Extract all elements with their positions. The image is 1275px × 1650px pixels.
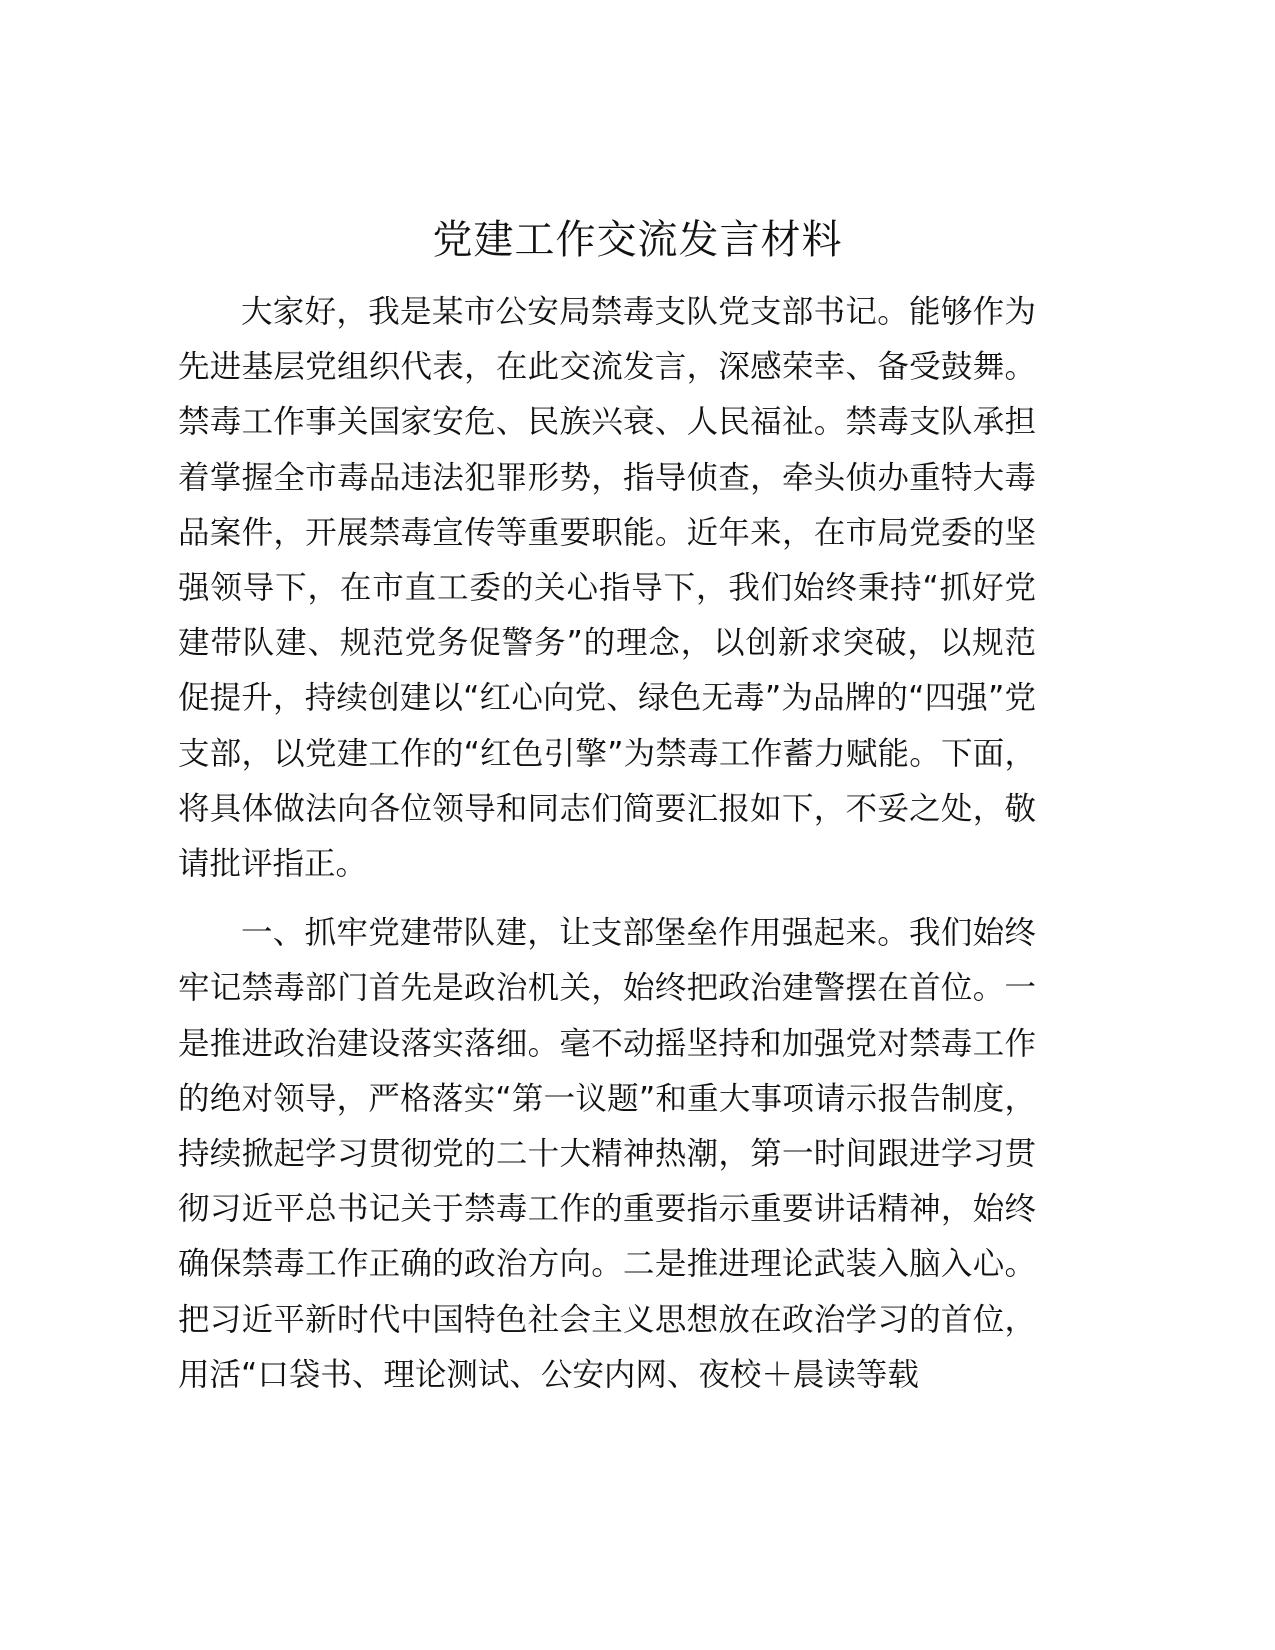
- paragraph-intro: 大家好，我是某市公安局禁毒支队党支部书记。能够作为先进基层党组织代表，在此交流发言，深感荣幸、备受鼓舞。禁毒工作事关国家安危、民族兴衰、人民福祉。禁毒支队承担着掌握全市毒品违法犯罪形势，指导侦查，牵头侦办重特大毒品案件，开展禁毒宣传等重要职能。近年来，在市局党委的坚强领导下，在市直工委的关心指导下，我们始终秉持“抓好党建带队建、规范党务促警务”的理念，以创新求突破，以规范促提升，持续创建以“红心向党、绿色无毒”为品牌的“四强”党支部，以党建工作的“红色引擎”为禁毒工作蓄力赋能。下面，将具体做法向各位领导和同志们简要汇报如下，不妥之处，敬请批评指正。: [178, 294, 1036, 883]
- document-title: 党建工作交流发言材料: [432, 217, 843, 263]
- document-body: [178, 285, 1036, 1403]
- paragraph-section-1: 一、抓牢党建带队建，让支部堡垒作用强起来。我们始终牢记禁毒部门首先是政治机关，始终把政治建警摆在首位。一是推进政治建设落实落细。毫不动摇坚持和加强党对禁毒工作的绝对领导，严格落实“第一议题”和重大事项请示报告制度，持续掀起学习贯彻党的二十大精神热潮，第一时间跟进学习贯彻习近平总书记关于禁毒工作的重要指示重要讲话精神，始终确保禁毒工作正确的政治方向。二是推进理论武装入脑入心。把习近平新时代中国特色社会主义思想放在政治学习的首位，用活“口袋书、理论测试、公安内网、夜校＋晨读等载: [178, 915, 1036, 1393]
